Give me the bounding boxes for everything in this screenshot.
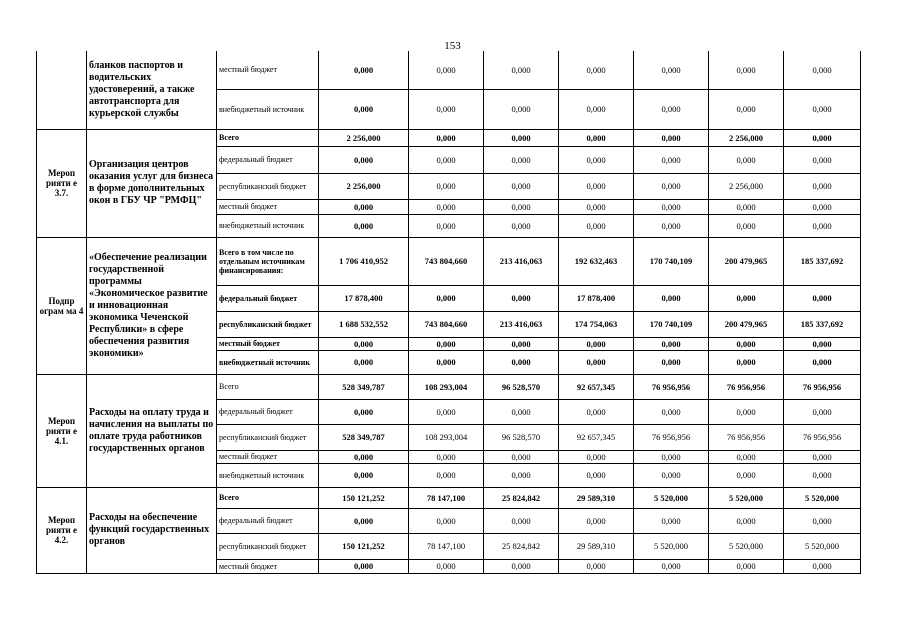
amount-year: 78 147,100 bbox=[409, 533, 484, 559]
amount-total: 0,000 bbox=[319, 199, 409, 214]
amount-year: 185 337,692 bbox=[784, 311, 861, 337]
amount-year: 5 520,000 bbox=[784, 487, 861, 508]
amount-year: 0,000 bbox=[409, 129, 484, 146]
amount-year: 0,000 bbox=[784, 559, 861, 573]
funding-source: федеральный бюджет bbox=[217, 508, 319, 533]
measure-title: Организация центров оказания услуг для бизнеса в форме дополнительных окон в ГБУ ЧР "РМФЦ" bbox=[87, 129, 217, 237]
amount-year: 0,000 bbox=[559, 173, 634, 199]
amount-year: 0,000 bbox=[784, 129, 861, 146]
amount-total: 150 121,252 bbox=[319, 487, 409, 508]
amount-year: 96 528,570 bbox=[484, 374, 559, 399]
amount-year: 0,000 bbox=[484, 199, 559, 214]
amount-year: 0,000 bbox=[484, 173, 559, 199]
amount-year: 78 147,100 bbox=[409, 487, 484, 508]
amount-year: 0,000 bbox=[484, 337, 559, 350]
amount-year: 0,000 bbox=[709, 463, 784, 487]
amount-total: 0,000 bbox=[319, 51, 409, 89]
funding-source: республиканский бюджет bbox=[217, 311, 319, 337]
amount-total: 2 256,000 bbox=[319, 129, 409, 146]
amount-year: 0,000 bbox=[634, 89, 709, 129]
amount-year: 76 956,956 bbox=[709, 374, 784, 399]
amount-year: 108 293,004 bbox=[409, 374, 484, 399]
financing-table bbox=[36, 51, 861, 574]
amount-total: 0,000 bbox=[319, 508, 409, 533]
amount-year: 0,000 bbox=[484, 450, 559, 463]
table-row bbox=[37, 487, 861, 508]
funding-source: Всего bbox=[217, 487, 319, 508]
amount-year: 0,000 bbox=[634, 146, 709, 173]
amount-year: 0,000 bbox=[709, 399, 784, 424]
amount-year: 0,000 bbox=[784, 173, 861, 199]
measure-title: Расходы на обеспечение функций государственных органов bbox=[87, 487, 217, 573]
amount-year: 5 520,000 bbox=[709, 487, 784, 508]
funding-source: местный бюджет bbox=[217, 450, 319, 463]
amount-year: 0,000 bbox=[709, 450, 784, 463]
funding-source: внебюджетный источник bbox=[217, 463, 319, 487]
amount-year: 0,000 bbox=[484, 146, 559, 173]
amount-year: 29 589,310 bbox=[559, 487, 634, 508]
amount-total: 2 256,000 bbox=[319, 173, 409, 199]
funding-source: местный бюджет bbox=[217, 199, 319, 214]
amount-year: 0,000 bbox=[409, 214, 484, 237]
funding-source: местный бюджет bbox=[217, 559, 319, 573]
amount-year: 2 256,000 bbox=[709, 173, 784, 199]
amount-year: 0,000 bbox=[559, 463, 634, 487]
funding-source: внебюджетный источник bbox=[217, 214, 319, 237]
measure-code: Мероп рияти е 4.2. bbox=[37, 487, 87, 573]
amount-year: 29 589,310 bbox=[559, 533, 634, 559]
amount-year: 0,000 bbox=[484, 559, 559, 573]
funding-source: федеральный бюджет bbox=[217, 146, 319, 173]
amount-year: 76 956,956 bbox=[784, 424, 861, 450]
amount-year: 25 824,842 bbox=[484, 533, 559, 559]
amount-year: 0,000 bbox=[409, 350, 484, 374]
amount-year: 0,000 bbox=[709, 51, 784, 89]
amount-year: 0,000 bbox=[634, 450, 709, 463]
amount-year: 0,000 bbox=[484, 214, 559, 237]
amount-total: 528 349,787 bbox=[319, 424, 409, 450]
amount-year: 0,000 bbox=[559, 214, 634, 237]
amount-year: 0,000 bbox=[634, 214, 709, 237]
amount-year: 0,000 bbox=[634, 173, 709, 199]
amount-year: 0,000 bbox=[559, 559, 634, 573]
measure-title: «Обеспечение реализации государственной программы «Экономическое развитие и инновационная экономика Чеченской Республики» в сфере обеспечения развития экономики» bbox=[87, 237, 217, 374]
amount-year: 92 657,345 bbox=[559, 374, 634, 399]
amount-year: 213 416,063 bbox=[484, 311, 559, 337]
amount-year: 0,000 bbox=[559, 199, 634, 214]
amount-year: 0,000 bbox=[709, 146, 784, 173]
amount-year: 0,000 bbox=[634, 51, 709, 89]
amount-year: 0,000 bbox=[709, 350, 784, 374]
amount-total: 1 706 410,952 bbox=[319, 237, 409, 285]
amount-year: 200 479,965 bbox=[709, 237, 784, 285]
amount-year: 0,000 bbox=[634, 337, 709, 350]
amount-year: 0,000 bbox=[784, 399, 861, 424]
amount-year: 0,000 bbox=[484, 129, 559, 146]
amount-year: 0,000 bbox=[559, 129, 634, 146]
amount-year: 0,000 bbox=[634, 508, 709, 533]
amount-year: 0,000 bbox=[409, 399, 484, 424]
amount-year: 0,000 bbox=[784, 199, 861, 214]
funding-source: республиканский бюджет bbox=[217, 173, 319, 199]
amount-year: 0,000 bbox=[559, 450, 634, 463]
amount-year: 0,000 bbox=[784, 285, 861, 311]
amount-year: 0,000 bbox=[559, 399, 634, 424]
amount-year: 192 632,463 bbox=[559, 237, 634, 285]
measure-title: бланков паспортов и водительских удостоверений, а также автотранспорта для курьерской службы bbox=[87, 51, 217, 129]
measure-code: Подпр ограм ма 4 bbox=[37, 237, 87, 374]
funding-source: федеральный бюджет bbox=[217, 399, 319, 424]
amount-year: 0,000 bbox=[559, 350, 634, 374]
amount-year: 92 657,345 bbox=[559, 424, 634, 450]
measure-code: Мероп рияти е 4.1. bbox=[37, 374, 87, 487]
amount-year: 0,000 bbox=[784, 214, 861, 237]
amount-total: 0,000 bbox=[319, 463, 409, 487]
amount-year: 0,000 bbox=[634, 285, 709, 311]
amount-year: 0,000 bbox=[409, 285, 484, 311]
amount-year: 213 416,063 bbox=[484, 237, 559, 285]
amount-year: 2 256,000 bbox=[709, 129, 784, 146]
amount-year: 0,000 bbox=[409, 51, 484, 89]
funding-source: местный бюджет bbox=[217, 51, 319, 89]
amount-year: 0,000 bbox=[784, 146, 861, 173]
amount-year: 0,000 bbox=[409, 559, 484, 573]
amount-year: 0,000 bbox=[634, 199, 709, 214]
amount-year: 0,000 bbox=[484, 51, 559, 89]
amount-year: 0,000 bbox=[784, 450, 861, 463]
amount-year: 17 878,400 bbox=[559, 285, 634, 311]
amount-year: 0,000 bbox=[709, 285, 784, 311]
amount-year: 76 956,956 bbox=[634, 424, 709, 450]
amount-year: 0,000 bbox=[484, 350, 559, 374]
measure-code bbox=[37, 51, 87, 129]
amount-year: 0,000 bbox=[559, 146, 634, 173]
amount-total: 0,000 bbox=[319, 559, 409, 573]
amount-year: 185 337,692 bbox=[784, 237, 861, 285]
amount-year: 0,000 bbox=[709, 508, 784, 533]
funding-source: республиканский бюджет bbox=[217, 533, 319, 559]
funding-source: внебюджетный источник bbox=[217, 89, 319, 129]
amount-total: 1 688 532,552 bbox=[319, 311, 409, 337]
amount-year: 0,000 bbox=[484, 285, 559, 311]
amount-year: 0,000 bbox=[484, 508, 559, 533]
amount-year: 0,000 bbox=[484, 463, 559, 487]
amount-total: 528 349,787 bbox=[319, 374, 409, 399]
amount-year: 0,000 bbox=[784, 508, 861, 533]
amount-year: 0,000 bbox=[634, 350, 709, 374]
amount-year: 0,000 bbox=[409, 199, 484, 214]
amount-year: 5 520,000 bbox=[634, 533, 709, 559]
amount-year: 0,000 bbox=[709, 199, 784, 214]
amount-year: 174 754,063 bbox=[559, 311, 634, 337]
amount-year: 0,000 bbox=[409, 508, 484, 533]
amount-year: 0,000 bbox=[634, 399, 709, 424]
amount-year: 0,000 bbox=[484, 89, 559, 129]
amount-year: 76 956,956 bbox=[709, 424, 784, 450]
amount-year: 0,000 bbox=[784, 51, 861, 89]
funding-source: Всего bbox=[217, 374, 319, 399]
amount-year: 0,000 bbox=[409, 337, 484, 350]
amount-year: 5 520,000 bbox=[709, 533, 784, 559]
amount-year: 0,000 bbox=[784, 350, 861, 374]
amount-year: 200 479,965 bbox=[709, 311, 784, 337]
amount-year: 0,000 bbox=[784, 337, 861, 350]
amount-year: 0,000 bbox=[634, 463, 709, 487]
amount-total: 0,000 bbox=[319, 214, 409, 237]
table-row bbox=[37, 129, 861, 146]
table-row bbox=[37, 51, 861, 89]
amount-year: 5 520,000 bbox=[634, 487, 709, 508]
funding-source: федеральный бюджет bbox=[217, 285, 319, 311]
funding-source: Всего в том числе по отдельным источникам финансирования: bbox=[217, 237, 319, 285]
amount-year: 0,000 bbox=[409, 450, 484, 463]
page-number: 153 bbox=[444, 40, 461, 52]
amount-year: 96 528,570 bbox=[484, 424, 559, 450]
amount-year: 0,000 bbox=[784, 89, 861, 129]
amount-year: 0,000 bbox=[409, 173, 484, 199]
amount-year: 76 956,956 bbox=[634, 374, 709, 399]
amount-year: 76 956,956 bbox=[784, 374, 861, 399]
amount-year: 0,000 bbox=[709, 214, 784, 237]
amount-year: 0,000 bbox=[709, 337, 784, 350]
amount-year: 0,000 bbox=[709, 89, 784, 129]
funding-source: Всего bbox=[217, 129, 319, 146]
amount-year: 743 804,660 bbox=[409, 237, 484, 285]
amount-total: 150 121,252 bbox=[319, 533, 409, 559]
amount-year: 0,000 bbox=[784, 463, 861, 487]
amount-total: 0,000 bbox=[319, 337, 409, 350]
funding-source: республиканский бюджет bbox=[217, 424, 319, 450]
table-row bbox=[37, 237, 861, 285]
amount-year: 0,000 bbox=[559, 51, 634, 89]
measure-title: Расходы на оплату труда и начисления на выплаты по оплате труда работников государственных органов bbox=[87, 374, 217, 487]
amount-year: 25 824,842 bbox=[484, 487, 559, 508]
amount-year: 5 520,000 bbox=[784, 533, 861, 559]
amount-total: 0,000 bbox=[319, 89, 409, 129]
amount-year: 0,000 bbox=[559, 337, 634, 350]
amount-total: 0,000 bbox=[319, 399, 409, 424]
amount-year: 0,000 bbox=[559, 508, 634, 533]
amount-total: 17 878,400 bbox=[319, 285, 409, 311]
table-row bbox=[37, 374, 861, 399]
amount-year: 0,000 bbox=[709, 559, 784, 573]
amount-year: 0,000 bbox=[409, 463, 484, 487]
amount-year: 108 293,004 bbox=[409, 424, 484, 450]
amount-total: 0,000 bbox=[319, 146, 409, 173]
amount-year: 170 740,109 bbox=[634, 311, 709, 337]
amount-year: 0,000 bbox=[634, 129, 709, 146]
funding-source: внебюджетный источник bbox=[217, 350, 319, 374]
measure-code: Мероп рияти е 3.7. bbox=[37, 129, 87, 237]
funding-source: местный бюджет bbox=[217, 337, 319, 350]
amount-year: 0,000 bbox=[484, 399, 559, 424]
amount-year: 170 740,109 bbox=[634, 237, 709, 285]
amount-year: 743 804,660 bbox=[409, 311, 484, 337]
amount-total: 0,000 bbox=[319, 450, 409, 463]
amount-year: 0,000 bbox=[409, 89, 484, 129]
amount-total: 0,000 bbox=[319, 350, 409, 374]
amount-year: 0,000 bbox=[634, 559, 709, 573]
amount-year: 0,000 bbox=[409, 146, 484, 173]
amount-year: 0,000 bbox=[559, 89, 634, 129]
